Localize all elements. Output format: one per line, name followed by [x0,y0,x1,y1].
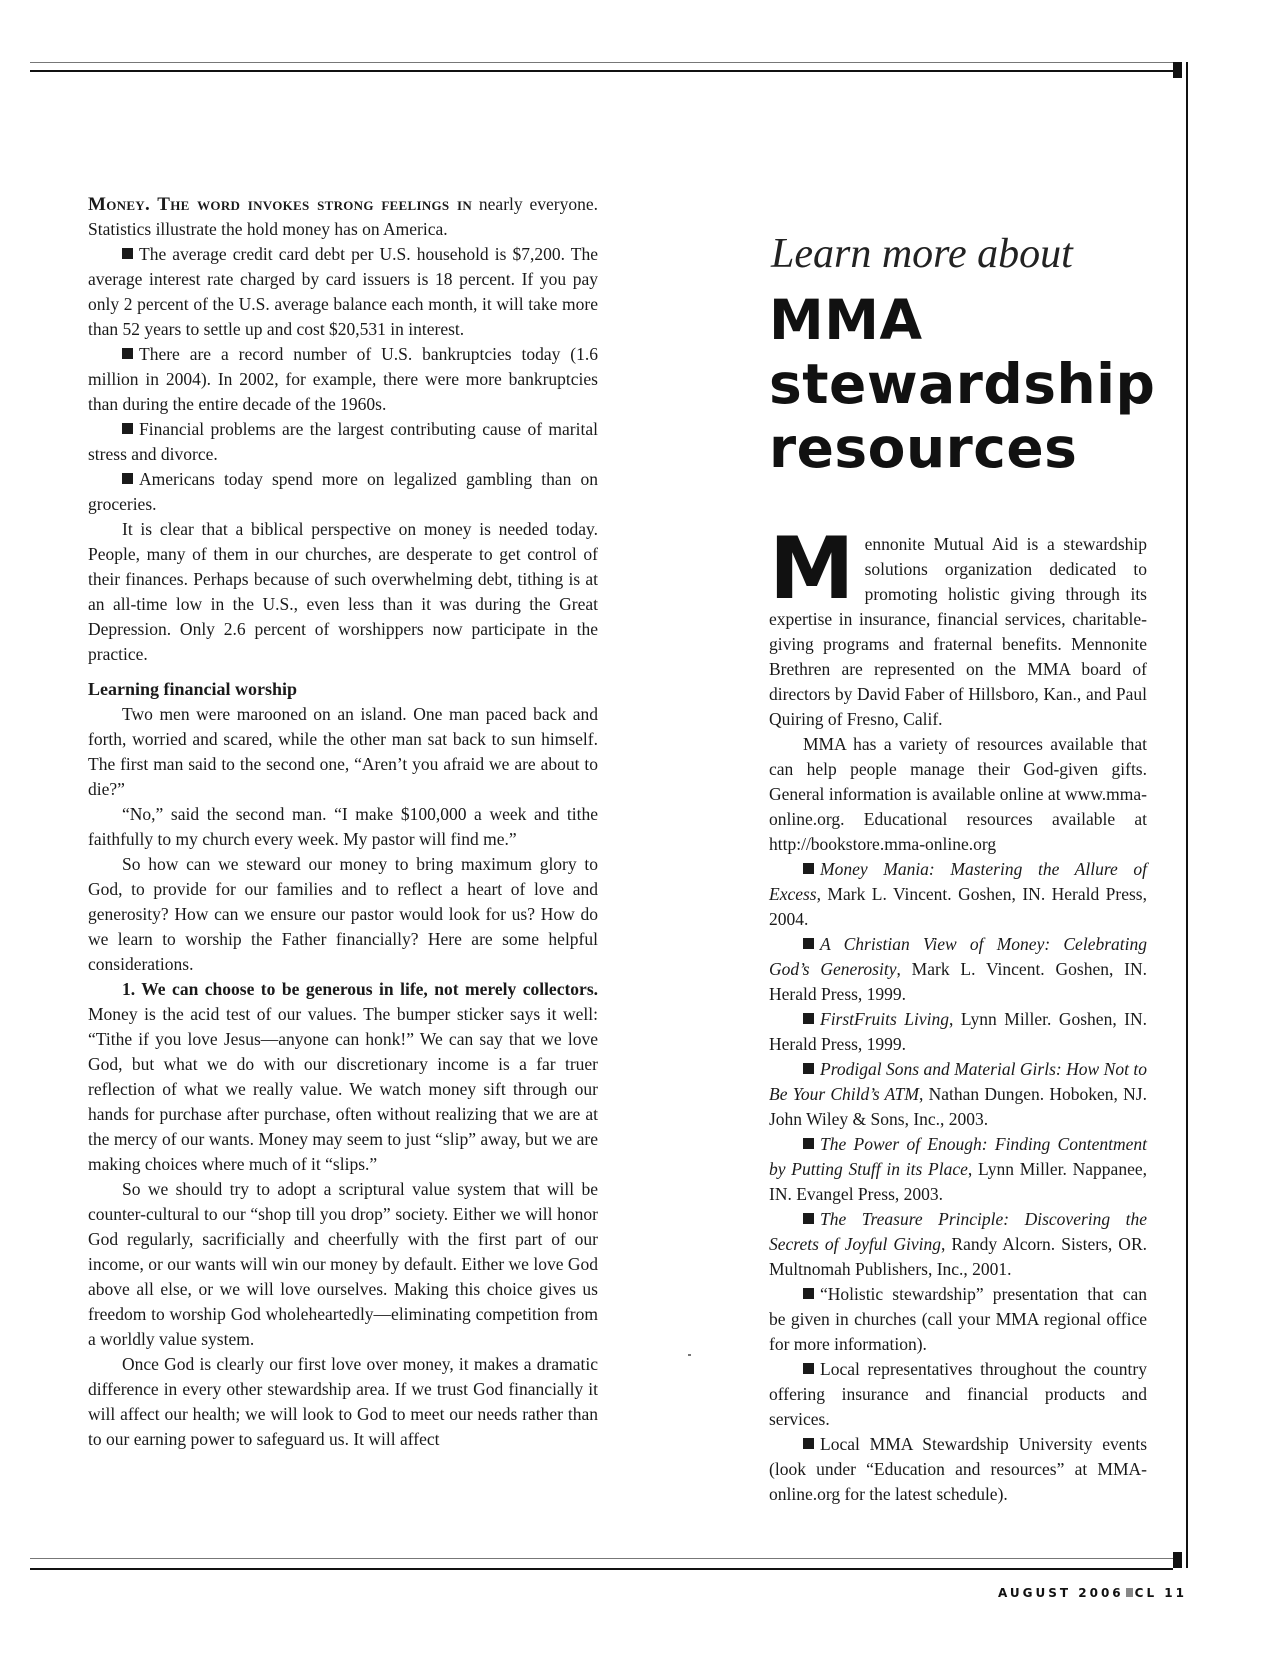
point-text: Money is the acid test of our values. The bumper sticker says it well: “Tithe if you love Jesus—anyone can honk!” We can say that we love God, but what we do with our discretionary income is a far truer reflection of what we really value. We watch money sift through our hands for purchase after purchase, often without realizing that we are at the mercy of our wants. Money may seem to just “slip” away, but we are making choices where much of it “slips.” [88,1004,598,1174]
body-paragraph: Two men were marooned on an island. One man paced back and forth, worried and scared, while the other man sat back to sun himself. The first man said to the second one, “Aren’t you afraid we are about to die?” [88,704,598,799]
square-bullet-icon [803,863,814,874]
lead-in-caps: Money. The word invokes strong feelings in [88,194,473,215]
square-bullet-icon [803,938,814,949]
top-rule-thin [30,62,1173,63]
intro-text: nearly everyone. Statistics illustrate the hold money has on America. [88,194,598,239]
top-rule-thick [30,70,1173,72]
square-bullet-icon [803,1363,814,1374]
resource-item: FirstFruits Living, Lynn Miller. Goshen, IN. Herald Press, 1999. [769,1009,1147,1054]
section-subhead: Learning financial worship [88,679,298,699]
sidebar-column-right [769,228,1156,1507]
resource-item: The Power of Enough: Finding Contentment by Putting Stuff in its Place, Lynn Miller. Nappanee, IN. Evangel Press, 2003. [769,1134,1147,1204]
resource-item: The Treasure Principle: Discovering the Secrets of Joyful Giving, Randy Alcorn. Sisters, OR. Multnomah Publishers, Inc., 2001. [769,1209,1147,1279]
square-bullet-icon [122,423,133,434]
bullet-item: Americans today spend more on legalized gambling than on groceries. [88,469,598,514]
numbered-point [88,977,598,1177]
bullet-item: Financial problems are the largest contributing cause of marital stress and divorce. [88,419,598,464]
issue-date: AUGUST 2006 [997,1586,1124,1600]
body-paragraph: So how can we steward our money to bring maximum glory to God, to provide for our families and to reflect a heart of love and generosity? How can we ensure our pastor would look for us? How do we learn to worship the Father financially? Here are some helpful considerations. [88,854,598,974]
sidebar-headline-line: resources [769,416,1078,480]
body-paragraph: So we should try to adopt a scriptural value system that will be counter-cultural to our “shop till you drop” society. Either we will honor God regularly, sacrificially and cheerfully with the first part of our income, or our wants will win our money by default. Either we love God above all else, or we will love ourselves. Making this choice gives us freedom to worship God wholeheartedly—eliminating competition from a worldly value system. [88,1179,598,1349]
sidebar-kicker: Learn more about [771,231,1073,277]
sidebar-body [769,519,1148,1507]
resource-title: Prodigal Sons and Material Girls: How Not to Be Your Child’s ATM [769,1059,1147,1104]
resource-item: Local representatives throughout the country offering insurance and financial products and services. [769,1359,1147,1429]
square-bullet-icon [122,473,133,484]
resource-item: Local MMA Stewardship University events (look under “Education and resources” at MMA-online.org for the latest schedule). [769,1434,1147,1504]
square-bullet-icon [803,1438,814,1449]
resource-item: Money Mania: Mastering the Allure of Excess, Mark L. Vincent. Goshen, IN. Herald Press, 2004. [769,859,1147,929]
sidebar-headline-line: stewardship [769,352,1156,416]
body-paragraph: It is clear that a biblical perspective on money is needed today. People, many of them in our churches, are desperate to get control of their finances. Perhaps because of such overwhelming debt, tithing is at an all-time low in the U.S., even less than it was during the Great Depression. Only 2.6 percent of worshippers now participate in the practice. [88,519,598,664]
bottom-rule-thick [30,1568,1173,1570]
body-paragraph: Once God is clearly our first love over money, it makes a dramatic difference in every other stewardship area. If we trust God financially it will affect our health; we will look to God to meet our needs rather than to our earning power to safeguard us. It will affect [88,1354,598,1449]
square-bullet-icon [803,1013,814,1024]
article-column-left [88,192,598,1452]
intro-paragraph [88,192,598,242]
resource-title: Money Mania: Mastering the Allure of Excess [769,859,1147,904]
square-bullet-icon [803,1138,814,1149]
resource-title: The Treasure Principle: Discovering the Secrets of Joyful Giving [769,1209,1147,1254]
point-heading: 1. We can choose to be generous in life, not merely collectors. [122,979,598,999]
square-bullet-icon [122,248,133,259]
page-footer [985,1586,1187,1600]
resource-title: FirstFruits Living [820,1009,949,1029]
resource-item: “Holistic stewardship” presentation that can be given in churches (call your MMA regional office for more information). [769,1284,1147,1354]
body-paragraph: “No,” said the second man. “I make $100,000 a week and tithe faithfully to my church every week. My pastor will find me.” [88,804,598,849]
square-bullet-icon [803,1288,814,1299]
body-paragraph: MMA has a variety of resources available that can help people manage their God-given gifts. General information is available online at www.mma-online.org. Educational resources available at http://bookstore.mma-online.org [769,734,1147,854]
corner-block-top [1173,62,1182,78]
square-bullet-icon [122,348,133,359]
bottom-rule-thin [30,1558,1173,1559]
right-rule [1186,62,1188,1568]
footer-separator [1126,1588,1133,1597]
sidebar-intro: Mennonite Mutual Aid is a stewardship solutions organization dedicated to promoting holistic giving through its expertise in insurance, financial services, charitable-giving programs and fraternal benefits. Mennonite Brethren are represented on the MMA board of directors by David Faber of Hillsboro, Kan., and Paul Quiring of Fresno, Calif. [769,519,1147,729]
bullet-item: There are a record number of U.S. bankruptcies today (1.6 million in 2004). In 2002, for example, there were more bankruptcies than during the entire decade of the 1960s. [88,344,598,414]
corner-block-bottom [1173,1552,1182,1568]
stray-mark [688,1354,691,1356]
bullet-item: The average credit card debt per U.S. household is $7,200. The average interest rate charged by card issuers is 18 percent. If you pay only 2 percent of the U.S. average balance each month, it will take more than 52 years to settle up and cost $20,531 in interest. [88,244,598,339]
sidebar-headline-line: MMA [769,288,923,352]
resource-title: The Power of Enough: Finding Contentment by Putting Stuff in its Place [769,1134,1147,1179]
square-bullet-icon [803,1063,814,1074]
resource-item: A Christian View of Money: Celebrating God’s Generosity, Mark L. Vincent. Goshen, IN. Herald Press, 1999. [769,934,1148,1004]
resource-title: A Christian View of Money: Celebrating God’s Generosity [769,934,1147,979]
drop-cap: M [769,519,855,619]
square-bullet-icon [803,1213,814,1224]
resource-item: Prodigal Sons and Material Girls: How Not to Be Your Child’s ATM, Nathan Dungen. Hoboken, NJ. John Wiley & Sons, Inc., 2003. [769,1059,1147,1129]
page-number: CL 11 [1134,1586,1187,1600]
